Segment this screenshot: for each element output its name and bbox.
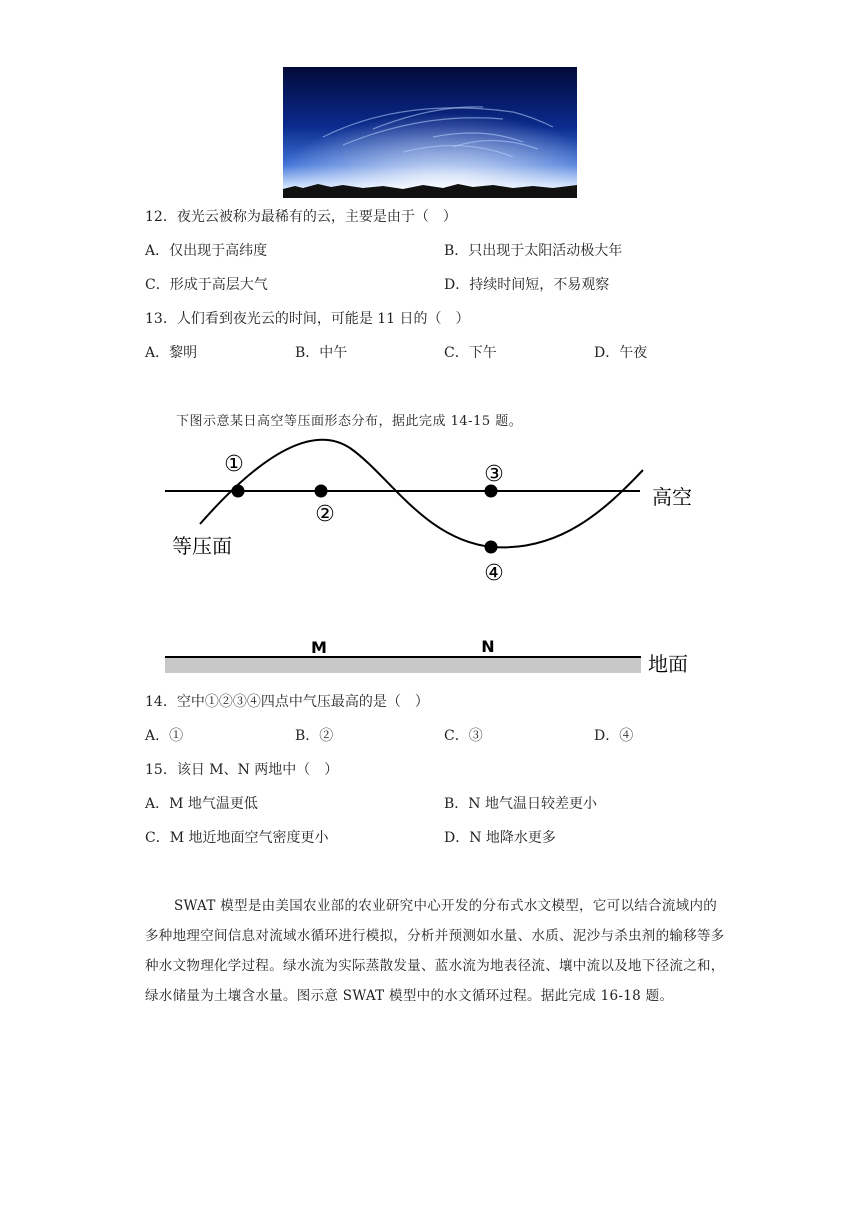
q15-option-d: D．N 地降水更多 [444, 830, 556, 846]
q14-option-b: B．② [295, 728, 334, 744]
swat-paragraph: SWAT 模型是由美国农业部的农业研究中心开发的分布式水文模型，它可以结合流域内的多种地理空间信息对流域水循环进行模拟，分析并预测如水量、水质、泥沙与杀虫剂的输移等多种水文物理化学过程。绿水流为实际蒸散发量、蓝水流为地表径流、壤中流以及地下径流之和，绿水储量为土壤含水量。图示意 SWAT 模型中的水文循环过程。据此完成 16-18 题。 [145, 898, 725, 1004]
point-1 [232, 485, 245, 498]
label-p3: ③ [484, 462, 504, 487]
label-p4: ④ [484, 561, 504, 586]
q15-option-b: B．N 地气温日较差更小 [444, 796, 597, 812]
label-high-altitude: 高空 [652, 485, 692, 509]
label-M: M [311, 638, 327, 657]
q12-option-a: A．仅出现于高纬度 [145, 243, 268, 259]
noctilucent-cloud-photo [283, 67, 577, 198]
ground-band [165, 657, 641, 673]
q12-stem: 12．夜光云被称为最稀有的云，主要是由于（ ） [145, 209, 457, 225]
isobaric-diagram [150, 438, 710, 683]
q14-option-c: C．③ [444, 728, 483, 744]
label-isobaric-surface: 等压面 [172, 534, 232, 558]
q13-option-a: A．黎明 [145, 345, 198, 361]
q15-option-c: C．M 地近地面空气密度更小 [145, 830, 329, 846]
q13-option-b: B．中午 [295, 345, 348, 361]
label-p1: ① [224, 452, 244, 477]
q14-stem: 14．空中①②③④四点中气压最高的是（ ） [145, 694, 429, 710]
q15-stem: 15．该日 M、N 两地中（ ） [145, 762, 339, 778]
q15-option-a: A．M 地气温更低 [145, 796, 258, 812]
q13-option-d: D．午夜 [594, 345, 648, 361]
q14-option-a: A．① [145, 728, 184, 744]
q13-stem: 13．人们看到夜光云的时间，可能是 11 日的（ ） [145, 311, 470, 327]
q12-option-b: B．只出现于太阳活动极大年 [444, 243, 623, 259]
q13-option-c: C．下午 [444, 345, 497, 361]
label-p2: ② [315, 502, 335, 527]
q12-option-d: D．持续时间短，不易观察 [444, 277, 610, 293]
label-ground: 地面 [648, 652, 688, 676]
point-4 [485, 541, 498, 554]
label-N: N [481, 637, 495, 656]
point-2 [315, 485, 328, 498]
isobaric-curve [200, 440, 643, 548]
q12-option-c: C．形成于高层大气 [145, 277, 268, 293]
diagram-intro: 下图示意某日高空等压面形态分布，据此完成 14-15 题。 [176, 414, 523, 429]
q14-option-d: D．④ [594, 728, 634, 744]
